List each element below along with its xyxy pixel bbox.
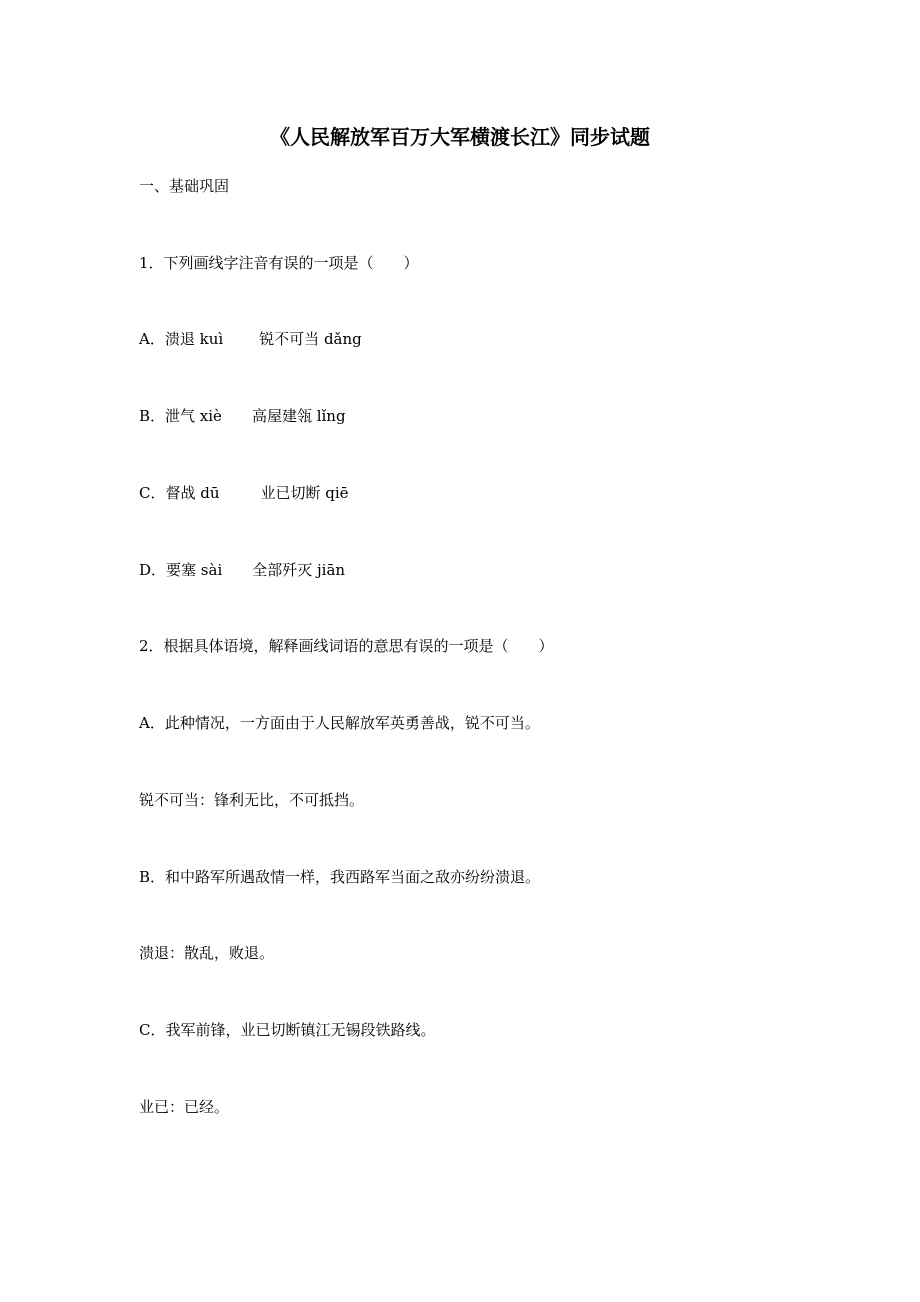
option-term: 泄气 xiè: [165, 407, 222, 425]
question-1-option-b: [139, 406, 346, 426]
question-2-option-b: B．和中路军所遇敌情一样，我西路军当面之敌亦纷纷溃退。: [139, 868, 541, 886]
option-term: 业已切断 qiē: [260, 484, 349, 502]
option-term: 全部歼灭 jiān: [252, 561, 346, 579]
option-label: A．: [139, 330, 165, 348]
option-term: 要塞 sài: [166, 561, 223, 579]
document-title: 《人民解放军百万大军横渡长江》同步试题: [270, 125, 650, 149]
question-1-option-d: [139, 560, 345, 580]
section-heading: 一、基础巩固: [139, 177, 230, 195]
option-term: 督战 dū: [165, 484, 220, 502]
question-1-option-a: [139, 329, 362, 349]
question-1-stem: 1．下列画线字注音有误的一项是（ ）: [139, 254, 419, 272]
question-2-option-c: C．我军前锋，业已切断镇江无锡段铁路线。: [139, 1021, 436, 1039]
question-2-stem: 2．根据具体语境，解释画线词语的意思有误的一项是（ ）: [139, 637, 554, 655]
question-2-option-a-explanation: 锐不可当：锋利无比，不可抵挡。: [139, 791, 365, 809]
question-2-option-a: A．此种情况，一方面由于人民解放军英勇善战，锐不可当。: [139, 714, 540, 732]
question-1-option-c: [139, 483, 349, 503]
option-term: 高屋建瓴 lǐng: [251, 407, 346, 425]
option-label: D．: [139, 561, 167, 579]
question-2-option-b-explanation: 溃退：散乱，败退。: [139, 944, 275, 962]
option-term: 溃退 kuì: [164, 330, 224, 348]
question-2-option-c-explanation: 业已：已经。: [139, 1098, 230, 1116]
option-label: C．: [139, 484, 166, 502]
option-label: B．: [139, 407, 166, 425]
option-term: 锐不可当 dǎng: [259, 330, 362, 348]
